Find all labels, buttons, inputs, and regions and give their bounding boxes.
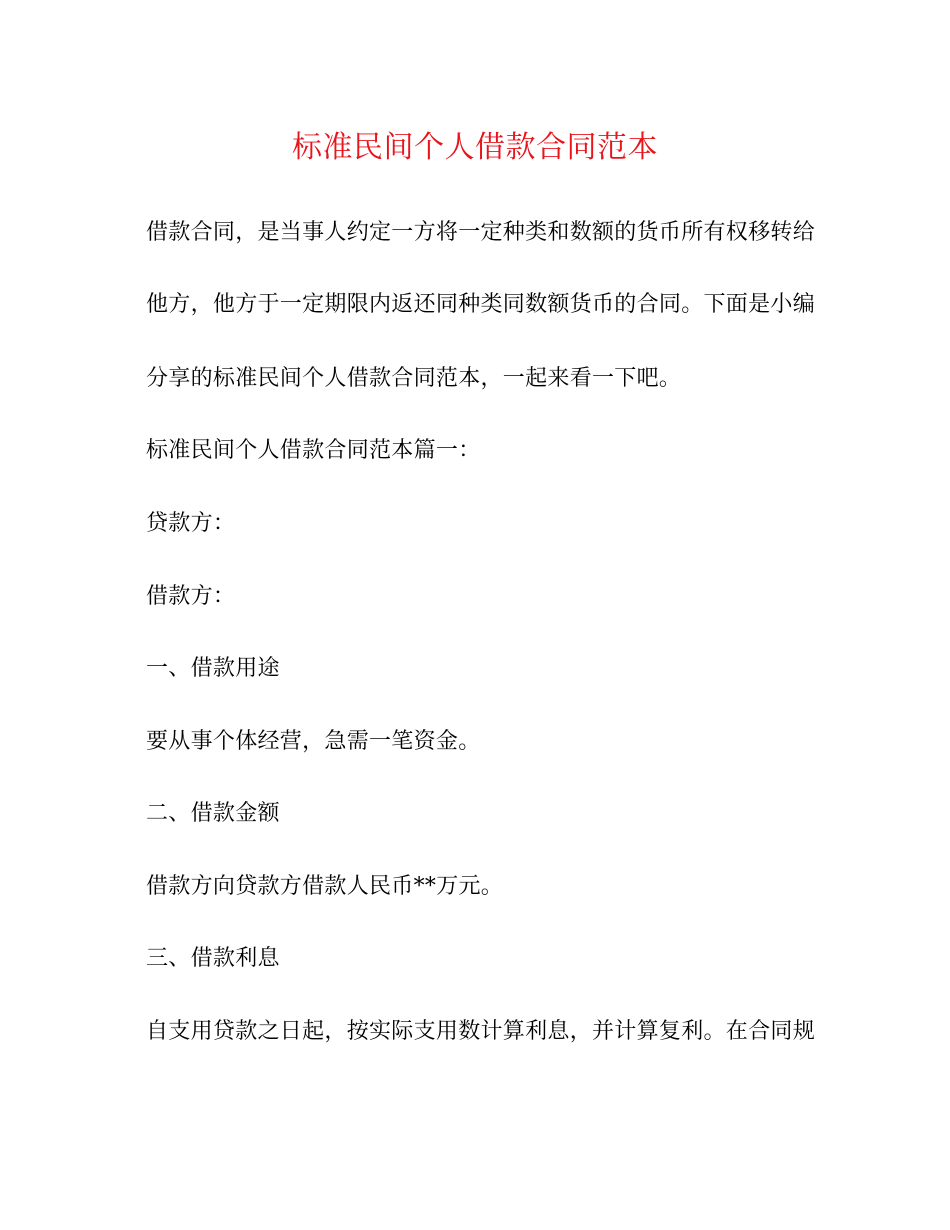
intro-line-2: 他方，他方于一定期限内返还同种类同数额货币的合同。下面是小编 bbox=[146, 292, 816, 317]
clause-2-heading: 二、借款金额 bbox=[146, 801, 280, 826]
intro-line-1: 借款合同，是当事人约定一方将一定种类和数额的货币所有权移转给 bbox=[146, 220, 816, 245]
clause-3-text: 自支用贷款之日起，按实际支用数计算利息，并计算复利。在合同规 bbox=[146, 1019, 816, 1044]
intro-line-3: 分享的标准民间个人借款合同范本，一起来看一下吧。 bbox=[146, 366, 682, 391]
clause-1-heading: 一、借款用途 bbox=[146, 656, 280, 681]
clause-1-text: 要从事个体经营，急需一笔资金。 bbox=[146, 729, 481, 754]
section-heading: 标准民间个人借款合同范本篇一： bbox=[146, 438, 481, 463]
borrower-label: 借款方： bbox=[146, 584, 236, 609]
clause-3-heading: 三、借款利息 bbox=[146, 946, 280, 971]
lender-label: 贷款方： bbox=[146, 511, 236, 536]
document-title: 标准民间个人借款合同范本 bbox=[292, 130, 658, 165]
clause-2-text: 借款方向贷款方借款人民币**万元。 bbox=[146, 874, 504, 899]
